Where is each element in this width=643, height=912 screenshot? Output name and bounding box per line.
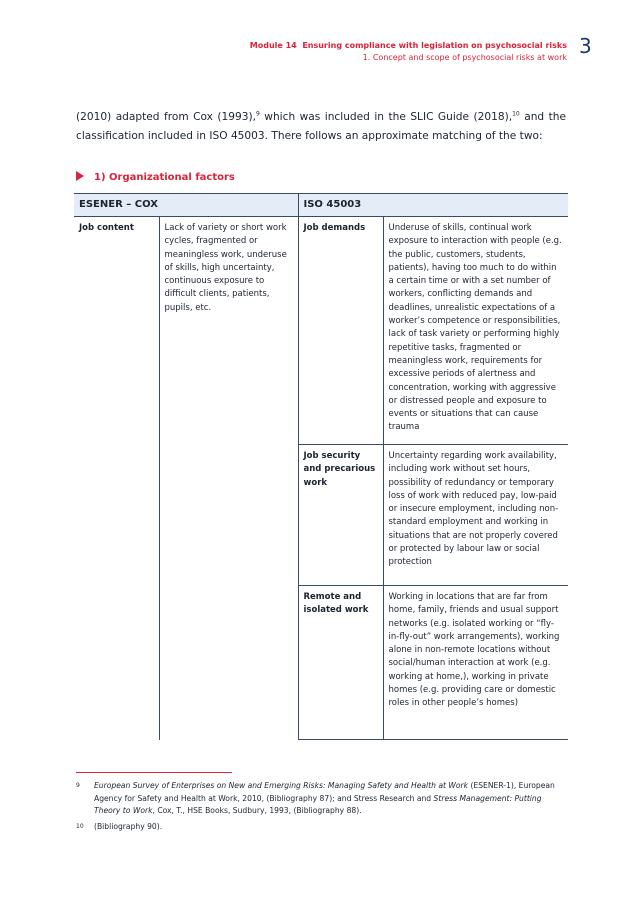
table-row [74, 217, 568, 445]
footnote-text [76, 780, 568, 818]
header-iso-45003: ISO 45003 [298, 194, 568, 217]
footnote-ref-9[interactable]: 9 [256, 110, 260, 118]
esener-description: Lack of variety or short work cycles, fragmented or meaningless work, underuse of skills, high uncertainty, continuous exposure to difficult clients, patients, pupils, etc. [159, 217, 298, 740]
footnote-ref-10[interactable]: 10 [512, 110, 520, 118]
esener-factor: Job content [79, 223, 134, 233]
module-label: Module 14 [249, 41, 297, 50]
header-module-line [250, 40, 567, 52]
intro-paragraph [76, 108, 566, 146]
header-esener-cox: ESENER – COX [74, 194, 298, 217]
footnote-title: Stress Management: Putting Theory to Work [94, 793, 542, 815]
footnote-10 [76, 821, 568, 834]
table-header-row [74, 194, 568, 217]
factors-table [74, 193, 568, 740]
footnote-body: , Cox, T., HSE Books, Sudbury, 1993, (Bibliography 88). [152, 806, 362, 815]
iso-description-job-security: Uncertainty regarding work availability, including work without set hours, possibility of redundancy or temporary loss of work with reduced pay, low-paid or insecure employment, including non-standard employment and working in situations that are not properly covered or protected by labour law or social protection [383, 445, 568, 586]
footnote-9 [76, 780, 568, 818]
iso-factor-job-demands: Job demands [298, 217, 383, 445]
page-number: 3 [579, 34, 592, 58]
footnote-divider [76, 772, 232, 773]
triangle-bullet-icon [76, 171, 84, 181]
running-header [250, 40, 567, 64]
intro-text-2: which was included in the SLIC Guide (2018), [259, 111, 513, 123]
module-title: Ensuring compliance with legislation on psychosocial risks [302, 41, 567, 50]
footnote-title: European Survey of Enterprises on New and Emerging Risks: Managing Safety and Health at Work [94, 781, 469, 790]
iso-description-remote-work: Working in locations that are far from home, family, friends and usual support networks (e.g. isolated working or “fly-in-fly-out” work arrangements), working alone in non-remote locations without social/human interaction at work (e.g. working at home,), working in private homes (e.g. providing care or domestic roles in other people’s homes) [383, 586, 568, 740]
section-title: 1) Organizational factors [94, 172, 235, 183]
footnote-text: (Bibliography 90). [94, 822, 163, 831]
footnote-mark: 10 [76, 823, 84, 830]
footnote-body: (ESENER-1), European Agency for Safety and Health at Work, 2010, (Bibliography 87); and Stress Research and [94, 781, 555, 803]
intro-text-3: and the classification included in ISO 45003. There follows an approximate matching of the two: [76, 111, 566, 142]
section-heading [76, 171, 235, 183]
iso-description-job-demands: Underuse of skills, continual work exposure to interaction with people (e.g. the public, customers, students, patients), having too much to do within a certain time or with a set number of workers, conflicting demands and deadlines, unrealistic expectations of a worker’s competence or responsibilities, lack of task variety or performing highly repetitive tasks, fragmented or meaningless work, requirements for excessive periods of alertness and concentration, working with aggressive or distressed people and exposure to events or situations that can cause trauma [383, 217, 568, 445]
footnote-mark: 9 [76, 782, 80, 789]
iso-factor-remote-work: Remote and isolated work [298, 586, 383, 740]
intro-text-1: (2010) adapted from Cox (1993), [76, 111, 256, 123]
header-subtitle: 1. Concept and scope of psychosocial risks at work [362, 53, 567, 62]
iso-factor-job-security: Job security and precarious work [298, 445, 383, 586]
